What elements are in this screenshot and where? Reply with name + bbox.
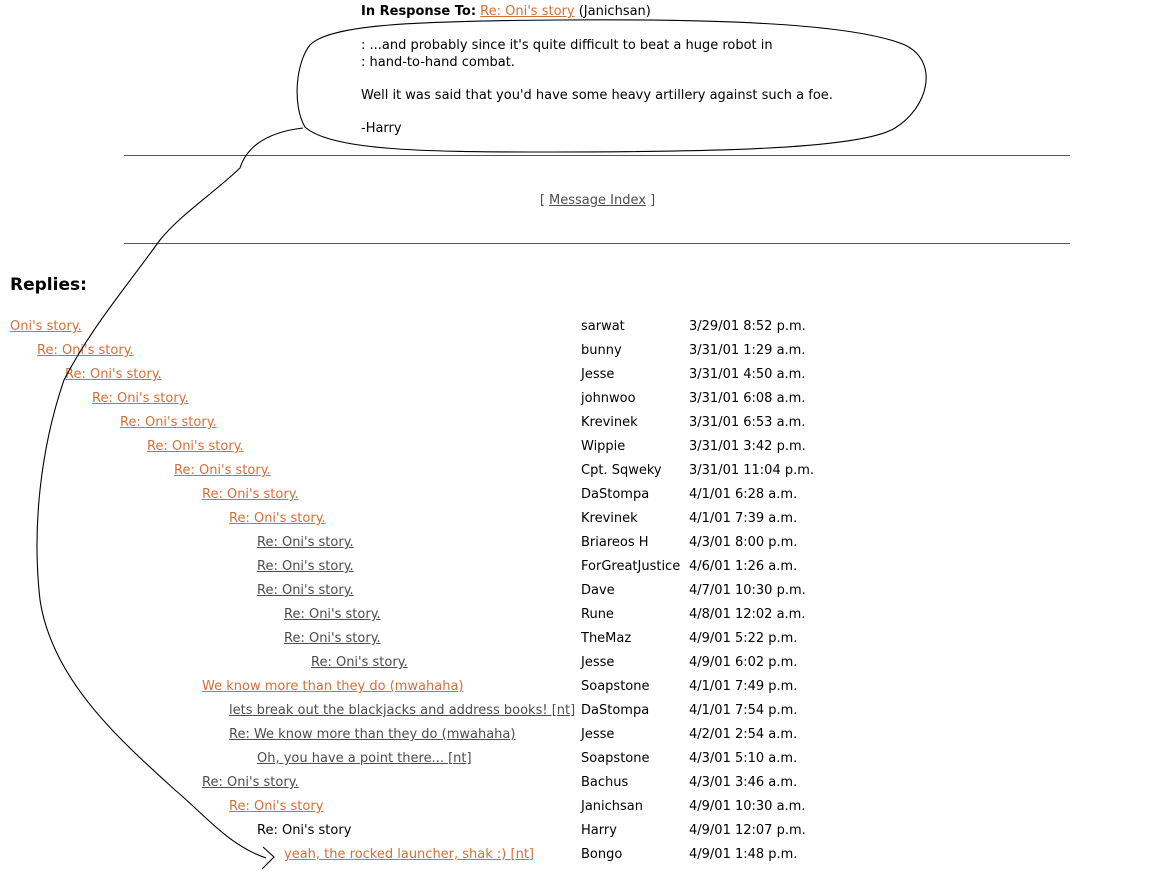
message-signature: -Harry (361, 121, 402, 136)
reply-row (0, 559, 1168, 583)
reply-subject-link[interactable]: Oni's story. (10, 319, 82, 334)
reply-author: Jesse (581, 367, 615, 382)
reply-subject-link[interactable]: Re: Oni's story. (92, 391, 189, 406)
reply-author: DaStompa (581, 703, 650, 718)
reply-subject-link[interactable]: Re: Oni's story. (257, 559, 354, 574)
reply-author: Krevinek (581, 511, 638, 526)
reply-author: sarwat (581, 319, 625, 334)
reply-author: johnwoo (581, 391, 636, 406)
reply-row (0, 727, 1168, 751)
reply-author: Bachus (581, 775, 629, 790)
reply-row (0, 511, 1168, 535)
reply-row (0, 367, 1168, 391)
replies-heading: Replies: (10, 275, 87, 295)
reply-subject-link[interactable]: lets break out the blackjacks and address books! [nt] (229, 703, 576, 718)
reply-subject-link[interactable]: Re: Oni's story. (284, 607, 381, 622)
message-text: Well it was said that you'd have some heavy artillery against such a foe. (361, 88, 833, 103)
reply-subject-current: Re: Oni's story (257, 823, 352, 838)
quote-line-1: : ...and probably since it's quite difficult to beat a huge robot in (361, 38, 773, 53)
reply-subject-link[interactable]: Re: Oni's story. (120, 415, 217, 430)
reply-author: Jesse (581, 727, 615, 742)
reply-date: 3/31/01 6:53 a.m. (689, 415, 806, 430)
reply-author: DaStompa (581, 487, 650, 502)
reply-author: Soapstone (581, 751, 650, 766)
reply-subject-link[interactable]: Re: Oni's story. (147, 439, 244, 454)
reply-row (0, 535, 1168, 559)
bracket-open: [ (539, 193, 545, 208)
message-index-link[interactable]: Message Index (549, 193, 646, 208)
in-response-header (361, 4, 651, 20)
reply-author: Jesse (581, 655, 615, 670)
reply-row (0, 679, 1168, 703)
reply-author: Rune (581, 607, 614, 622)
reply-row (0, 823, 1168, 847)
reply-subject-link[interactable]: Re: Oni's story. (284, 631, 381, 646)
reply-row (0, 751, 1168, 775)
reply-author: Briareos H (581, 535, 649, 550)
reply-row (0, 415, 1168, 439)
reply-date: 4/1/01 7:49 p.m. (689, 679, 798, 694)
divider-top (124, 155, 1070, 156)
reply-subject-link[interactable]: Re: Oni's story. (202, 775, 299, 790)
reply-author: ForGreatJustice (581, 559, 681, 574)
reply-date: 3/31/01 6:08 a.m. (689, 391, 806, 406)
reply-author: Dave (581, 583, 615, 598)
reply-row (0, 391, 1168, 415)
reply-date: 4/9/01 12:07 p.m. (689, 823, 806, 838)
reply-date: 3/31/01 1:29 a.m. (689, 343, 806, 358)
reply-author: Janichsan (581, 799, 644, 814)
reply-subject-link[interactable]: Re: We know more than they do (mwahaha) (229, 727, 516, 742)
reply-date: 4/2/01 2:54 a.m. (689, 727, 798, 742)
reply-row (0, 631, 1168, 655)
reply-date: 3/31/01 11:04 p.m. (689, 463, 815, 478)
quote-line-2: : hand-to-hand combat. (361, 55, 515, 70)
reply-row (0, 607, 1168, 631)
reply-date: 4/1/01 7:54 p.m. (689, 703, 798, 718)
parent-author: (Janichsan) (578, 4, 651, 19)
reply-date: 4/9/01 1:48 p.m. (689, 847, 798, 862)
reply-author: bunny (581, 343, 622, 358)
parent-message-link[interactable]: Re: Oni's story (480, 4, 575, 19)
reply-date: 4/1/01 7:39 a.m. (689, 511, 798, 526)
reply-row (0, 439, 1168, 463)
reply-date: 4/9/01 10:30 a.m. (689, 799, 806, 814)
message-body (361, 37, 833, 137)
reply-author: Wippie (581, 439, 626, 454)
reply-subject-link[interactable]: Re: Oni's story. (229, 511, 326, 526)
reply-subject-link[interactable]: Re: Oni's story. (257, 583, 354, 598)
bracket-close: ] (650, 193, 656, 208)
reply-row (0, 847, 1168, 871)
reply-author: Cpt. Sqweky (581, 463, 662, 478)
reply-row (0, 703, 1168, 727)
reply-row (0, 343, 1168, 367)
reply-date: 4/1/01 6:28 a.m. (689, 487, 798, 502)
reply-subject-link[interactable]: Re: Oni's story. (65, 367, 162, 382)
reply-subject-link[interactable]: Re: Oni's story. (202, 487, 299, 502)
message-index-nav (0, 193, 1168, 208)
reply-date: 4/3/01 3:46 a.m. (689, 775, 798, 790)
reply-subject-link[interactable]: Re: Oni's story. (257, 535, 354, 550)
reply-subject-link[interactable]: Re: Oni's story (229, 799, 324, 814)
reply-date: 4/3/01 8:00 p.m. (689, 535, 798, 550)
reply-subject-link[interactable]: yeah, the rocked launcher, shak :) [nt] (284, 847, 534, 862)
reply-date: 3/31/01 3:42 p.m. (689, 439, 806, 454)
reply-row (0, 799, 1168, 823)
reply-date: 4/8/01 12:02 a.m. (689, 607, 806, 622)
reply-author: Krevinek (581, 415, 638, 430)
reply-subject-link[interactable]: We know more than they do (mwahaha) (202, 679, 464, 694)
reply-author: Bongo (581, 847, 623, 862)
reply-row (0, 583, 1168, 607)
reply-date: 4/9/01 5:22 p.m. (689, 631, 798, 646)
divider-bottom (124, 243, 1070, 244)
reply-subject-link[interactable]: Re: Oni's story. (174, 463, 271, 478)
reply-date: 4/3/01 5:10 a.m. (689, 751, 798, 766)
reply-date: 4/9/01 6:02 p.m. (689, 655, 798, 670)
reply-date: 3/29/01 8:52 p.m. (689, 319, 806, 334)
reply-row (0, 319, 1168, 343)
reply-subject-link[interactable]: Oh, you have a point there... [nt] (257, 751, 472, 766)
reply-row (0, 487, 1168, 511)
reply-row (0, 775, 1168, 799)
reply-author: Soapstone (581, 679, 650, 694)
reply-date: 4/6/01 1:26 a.m. (689, 559, 798, 574)
reply-date: 4/7/01 10:30 p.m. (689, 583, 806, 598)
reply-author: TheMaz (581, 631, 632, 646)
reply-row (0, 655, 1168, 679)
reply-subject-link[interactable]: Re: Oni's story. (311, 655, 408, 670)
reply-author: Harry (581, 823, 617, 838)
in-response-label: In Response To: (361, 4, 477, 19)
reply-date: 3/31/01 4:50 a.m. (689, 367, 806, 382)
reply-row (0, 463, 1168, 487)
reply-subject-link[interactable]: Re: Oni's story. (37, 343, 134, 358)
